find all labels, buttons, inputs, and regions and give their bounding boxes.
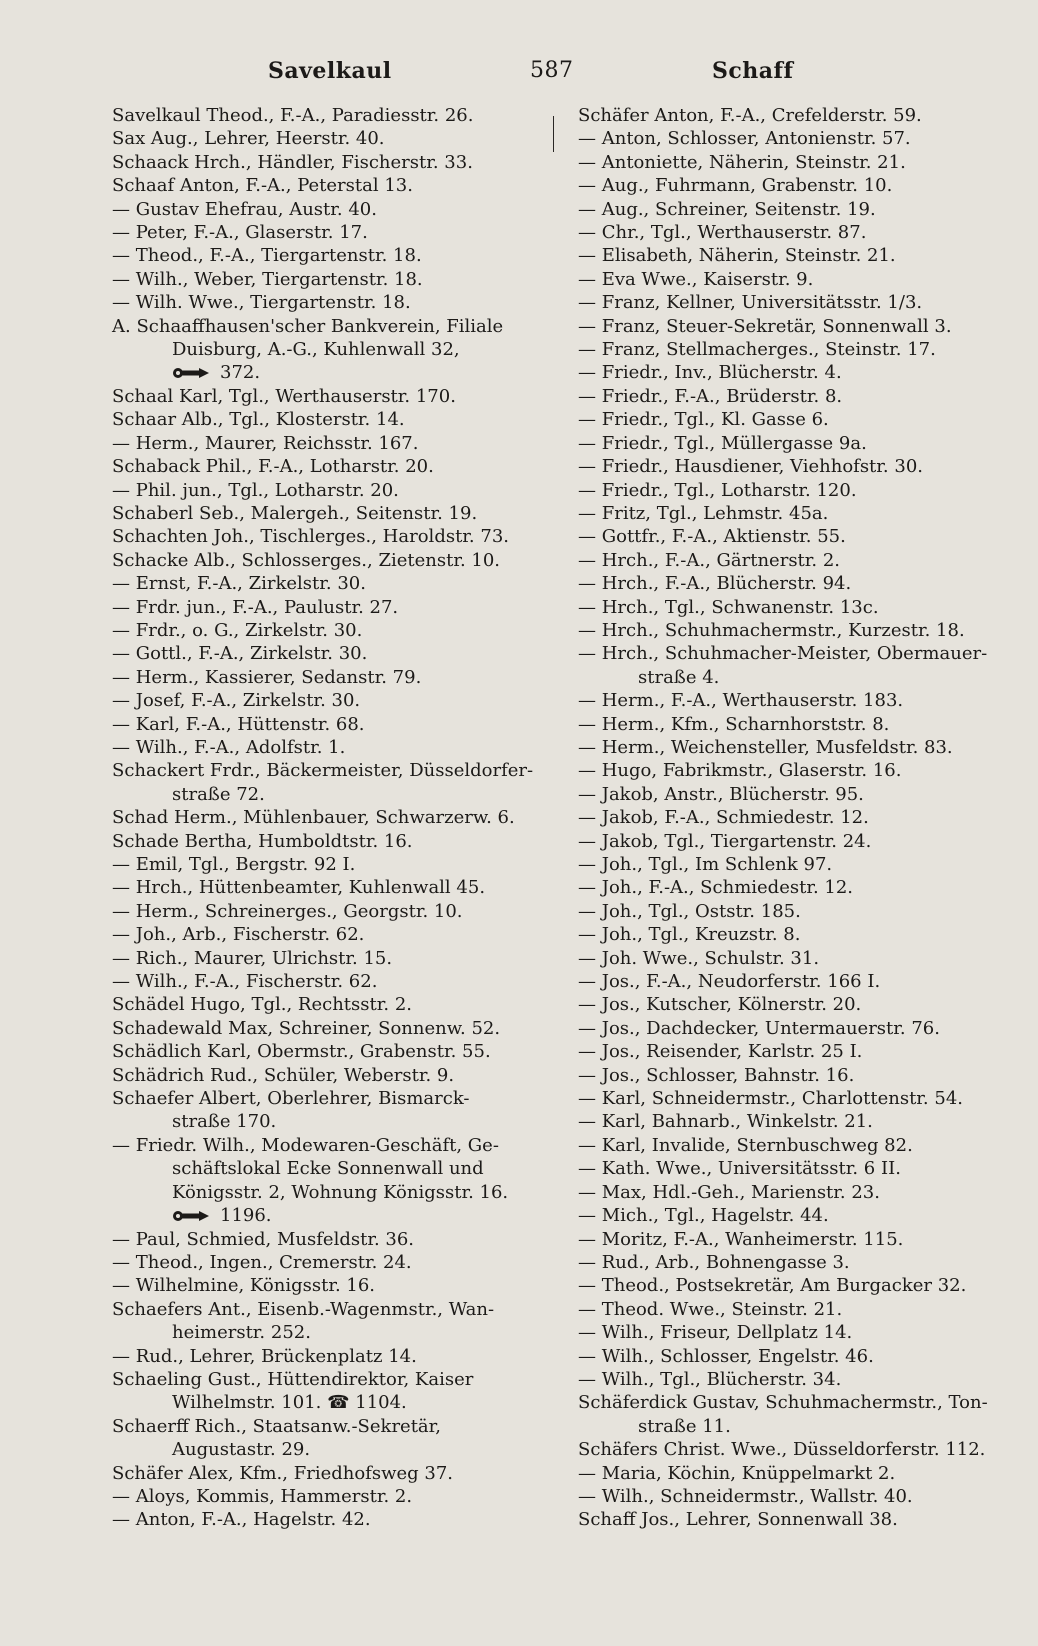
entry-continuation: straße 11. [638, 1415, 731, 1437]
directory-entry: — Herm., Kfm., Scharnhorststr. 8. [578, 713, 890, 735]
directory-entry: — Josef, F.-A., Zirkelstr. 30. [112, 690, 361, 712]
header-right-keyword: Schaff [712, 58, 794, 84]
directory-entry: — Jos., Kutscher, Kölnerstr. 20. [578, 994, 862, 1016]
directory-entry: — Maria, Köchin, Knüppelmarkt 2. [578, 1462, 896, 1484]
directory-entry: — Hrch., Hüttenbeamter, Kuhlenwall 45. [112, 877, 486, 899]
directory-entry: — Jos., Dachdecker, Untermauerstr. 76. [578, 1017, 940, 1039]
directory-entry: — Peter, F.-A., Glaserstr. 17. [112, 222, 368, 244]
entry-continuation: schäftslokal Ecke Sonnenwall und [172, 1158, 484, 1180]
directory-entry: — Karl, Invalide, Sternbuschweg 82. [578, 1134, 913, 1156]
phone-number: 372. [220, 362, 261, 384]
telephone-icon [172, 367, 212, 379]
directory-entry: — Theod., F.-A., Tiergartenstr. 18. [112, 245, 422, 267]
entry-continuation: Duisburg, A.-G., Kuhlenwall 32, [172, 339, 460, 361]
directory-entry: — Aloys, Kommis, Hammerstr. 2. [112, 1485, 413, 1507]
directory-entry: Schäfers Christ. Wwe., Düsseldorferstr. 112. [578, 1439, 986, 1461]
entry-continuation: Wilhelmstr. 101. ☎ 1104. [172, 1392, 407, 1414]
directory-entry: Schädrich Rud., Schüler, Weberstr. 9. [112, 1064, 455, 1086]
directory-entry: — Karl, Schneidermstr., Charlottenstr. 54. [578, 1088, 963, 1110]
directory-entry: Schaar Alb., Tgl., Klosterstr. 14. [112, 409, 405, 431]
directory-entry: — Chr., Tgl., Werthauserstr. 87. [578, 222, 867, 244]
directory-entry: — Wilh., Friseur, Dellplatz 14. [578, 1322, 853, 1344]
entry-continuation: straße 72. [172, 783, 265, 805]
directory-entry: — Wilh., Schneidermstr., Wallstr. 40. [578, 1485, 913, 1507]
directory-entry: — Wilhelmine, Königsstr. 16. [112, 1275, 376, 1297]
directory-entry: — Friedr., Tgl., Lotharstr. 120. [578, 479, 857, 501]
phone-number: 1196. [220, 1205, 272, 1227]
directory-entry: Schadewald Max, Schreiner, Sonnenw. 52. [112, 1017, 501, 1039]
directory-entry: — Phil. jun., Tgl., Lotharstr. 20. [112, 479, 399, 501]
directory-entry: — Paul, Schmied, Musfeldstr. 36. [112, 1228, 415, 1250]
directory-entry: — Theod., Postsekretär, Am Burgacker 32. [578, 1275, 967, 1297]
directory-entry: Sax Aug., Lehrer, Heerstr. 40. [112, 128, 385, 150]
directory-entry: — Gottl., F.-A., Zirkelstr. 30. [112, 643, 368, 665]
directory-entry: Schädlich Karl, Obermstr., Grabenstr. 55. [112, 1041, 491, 1063]
directory-entry: — Hrch., Tgl., Schwanenstr. 13c. [578, 596, 879, 618]
directory-entry: A. Schaaffhausen'scher Bankverein, Filiale [112, 315, 504, 337]
directory-entry: Schacke Alb., Schlosserges., Zietenstr. 10. [112, 549, 501, 571]
directory-entry: — Hugo, Fabrikmstr., Glaserstr. 16. [578, 760, 902, 782]
directory-entry: — Elisabeth, Näherin, Steinstr. 21. [578, 245, 896, 267]
directory-entry: — Friedr., Tgl., Müllergasse 9a. [578, 432, 867, 454]
directory-entry: — Friedr., Tgl., Kl. Gasse 6. [578, 409, 829, 431]
entry-continuation: Augustastr. 29. [172, 1439, 311, 1461]
directory-entry: Schaefer Albert, Oberlehrer, Bismarck- [112, 1088, 470, 1110]
right-column [578, 104, 1008, 1532]
directory-entry: — Anton, F.-A., Hagelstr. 42. [112, 1509, 371, 1531]
directory-entry: Schackert Frdr., Bäckermeister, Düsseldorfer- [112, 760, 534, 782]
directory-entry: — Eva Wwe., Kaiserstr. 9. [578, 268, 814, 290]
directory-entry: Schade Bertha, Humboldtstr. 16. [112, 830, 413, 852]
directory-entry: Schad Herm., Mühlenbauer, Schwarzerw. 6. [112, 807, 515, 829]
directory-entry: — Franz, Steuer-Sekretär, Sonnenwall 3. [578, 315, 952, 337]
directory-entry: Schäfer Anton, F.-A., Crefelderstr. 59. [578, 105, 922, 126]
column-divider [553, 116, 554, 152]
directory-entry: — Hrch., Schuhmacher-Meister, Obermauer- [578, 643, 988, 665]
directory-entry: — Wilh., F.-A., Adolfstr. 1. [112, 736, 346, 758]
directory-entry: — Karl, Bahnarb., Winkelstr. 21. [578, 1111, 873, 1133]
directory-entry: — Jos., Reisender, Karlstr. 25 I. [578, 1041, 863, 1063]
directory-entry: — Anton, Schlosser, Antonienstr. 57. [578, 128, 911, 150]
entry-continuation: straße 170. [172, 1111, 277, 1133]
directory-entry: — Max, Hdl.-Geh., Marienstr. 23. [578, 1181, 880, 1203]
directory-entry: — Herm., Kassierer, Sedanstr. 79. [112, 666, 422, 688]
directory-entry: — Friedr. Wilh., Modewaren-Geschäft, Ge- [112, 1134, 499, 1156]
directory-entry: — Joh., Tgl., Kreuzstr. 8. [578, 924, 801, 946]
directory-entry: — Wilh., Schlosser, Engelstr. 46. [578, 1345, 874, 1367]
directory-entry: — Frdr., o. G., Zirkelstr. 30. [112, 619, 363, 641]
directory-entry: — Wilh., F.-A., Fischerstr. 62. [112, 971, 378, 993]
directory-entry: — Joh., Arb., Fischerstr. 62. [112, 924, 365, 946]
directory-entry: — Hrch., Schuhmachermstr., Kurzestr. 18. [578, 619, 965, 641]
directory-entry: — Mich., Tgl., Hagelstr. 44. [578, 1205, 829, 1227]
directory-entry: — Moritz, F.-A., Wanheimerstr. 115. [578, 1228, 904, 1250]
directory-entry: — Joh., Tgl., Oststr. 185. [578, 900, 801, 922]
page-header [0, 58, 1038, 92]
directory-entry: Savelkaul Theod., F.-A., Paradiesstr. 26. [112, 105, 474, 126]
directory-entry: — Jos., F.-A., Neudorferstr. 166 I. [578, 971, 881, 993]
directory-entry: Schaback Phil., F.-A., Lotharstr. 20. [112, 456, 434, 478]
directory-entry: Schäferdick Gustav, Schuhmachermstr., Ton- [578, 1392, 988, 1414]
directory-entry: — Gustav Ehefrau, Austr. 40. [112, 198, 377, 220]
telephone-icon [172, 1210, 212, 1222]
directory-entry: — Jakob, Tgl., Tiergartenstr. 24. [578, 830, 872, 852]
directory-entry: — Franz, Kellner, Universitätsstr. 1/3. [578, 292, 923, 314]
directory-entry: — Rich., Maurer, Ulrichstr. 15. [112, 947, 393, 969]
directory-entry: — Wilh. Wwe., Tiergartenstr. 18. [112, 292, 411, 314]
directory-entry: — Jakob, Anstr., Blücherstr. 95. [578, 783, 864, 805]
directory-entry: — Kath. Wwe., Universitätsstr. 6 II. [578, 1158, 901, 1180]
directory-entry: Schaal Karl, Tgl., Werthauserstr. 170. [112, 385, 456, 407]
entry-continuation: Königsstr. 2, Wohnung Königsstr. 16. [172, 1181, 509, 1203]
directory-entry: — Wilh., Weber, Tiergartenstr. 18. [112, 268, 423, 290]
directory-entry: — Jos., Schlosser, Bahnstr. 16. [578, 1064, 855, 1086]
directory-entry: — Emil, Tgl., Bergstr. 92 I. [112, 854, 356, 875]
directory-entry: — Jakob, F.-A., Schmiedestr. 12. [578, 807, 869, 829]
page-number: 587 [530, 58, 574, 83]
directory-entry: — Franz, Stellmacherges., Steinstr. 17. [578, 339, 936, 361]
directory-entry: — Antoniette, Näherin, Steinstr. 21. [578, 151, 906, 173]
directory-entry: — Friedr., F.-A., Brüderstr. 8. [578, 385, 843, 407]
directory-entry: — Herm., F.-A., Werthauserstr. 183. [578, 690, 904, 712]
directory-entry: — Rud., Lehrer, Brückenplatz 14. [112, 1345, 417, 1367]
directory-entry: — Theod., Ingen., Cremerstr. 24. [112, 1251, 412, 1273]
directory-entry: — Friedr., Hausdiener, Viehhofstr. 30. [578, 456, 923, 478]
directory-entry: — Gottfr., F.-A., Aktienstr. 55. [578, 526, 846, 548]
directory-entry: Schaff Jos., Lehrer, Sonnenwall 38. [578, 1509, 898, 1531]
left-column [112, 104, 542, 1532]
directory-entry: — Karl, F.-A., Hüttenstr. 68. [112, 713, 365, 735]
directory-entry: Schaeling Gust., Hüttendirektor, Kaiser [112, 1368, 474, 1390]
directory-entry: — Joh., Tgl., Im Schlenk 97. [578, 854, 833, 875]
header-left-keyword: Savelkaul [268, 58, 392, 84]
directory-entry: — Herm., Schreinerges., Georgstr. 10. [112, 900, 463, 922]
directory-entry: — Herm., Maurer, Reichsstr. 167. [112, 432, 419, 454]
directory-entry: Schachten Joh., Tischlerges., Haroldstr. 73. [112, 526, 510, 548]
directory-entry: — Rud., Arb., Bohnengasse 3. [578, 1251, 850, 1273]
directory-entry: — Joh. Wwe., Schulstr. 31. [578, 947, 820, 969]
entry-phone-line [112, 1204, 542, 1227]
directory-entry: — Joh., F.-A., Schmiedestr. 12. [578, 877, 854, 899]
directory-entry: Schaberl Seb., Malergeh., Seitenstr. 19. [112, 502, 478, 524]
directory-entry: — Hrch., F.-A., Blücherstr. 94. [578, 573, 852, 595]
directory-entry: Schaerff Rich., Staatsanw.-Sekretär, [112, 1415, 442, 1437]
directory-entry: — Wilh., Tgl., Blücherstr. 34. [578, 1368, 842, 1390]
directory-entry: — Aug., Schreiner, Seitenstr. 19. [578, 198, 876, 220]
directory-entry: Schäfer Alex, Kfm., Friedhofsweg 37. [112, 1462, 454, 1484]
directory-entry: — Friedr., Inv., Blücherstr. 4. [578, 362, 842, 384]
directory-entry: — Hrch., F.-A., Gärtnerstr. 2. [578, 549, 841, 571]
directory-entry: — Theod. Wwe., Steinstr. 21. [578, 1298, 843, 1320]
directory-entry: — Herm., Weichensteller, Musfeldstr. 83. [578, 736, 953, 758]
directory-entry: Schädel Hugo, Tgl., Rechtsstr. 2. [112, 994, 412, 1016]
directory-entry: — Aug., Fuhrmann, Grabenstr. 10. [578, 175, 893, 197]
directory-entry: — Fritz, Tgl., Lehmstr. 45a. [578, 502, 829, 524]
entry-continuation: straße 4. [638, 666, 720, 688]
directory-entry: Schaaf Anton, F.-A., Peterstal 13. [112, 175, 413, 197]
directory-entry: — Frdr. jun., F.-A., Paulustr. 27. [112, 596, 399, 618]
entry-phone-line [112, 361, 542, 384]
directory-entry: Schaefers Ant., Eisenb.-Wagenmstr., Wan- [112, 1298, 495, 1320]
directory-entry: — Ernst, F.-A., Zirkelstr. 30. [112, 573, 366, 595]
entry-continuation: heimerstr. 252. [172, 1322, 311, 1344]
directory-entry: Schaack Hrch., Händler, Fischerstr. 33. [112, 151, 473, 173]
